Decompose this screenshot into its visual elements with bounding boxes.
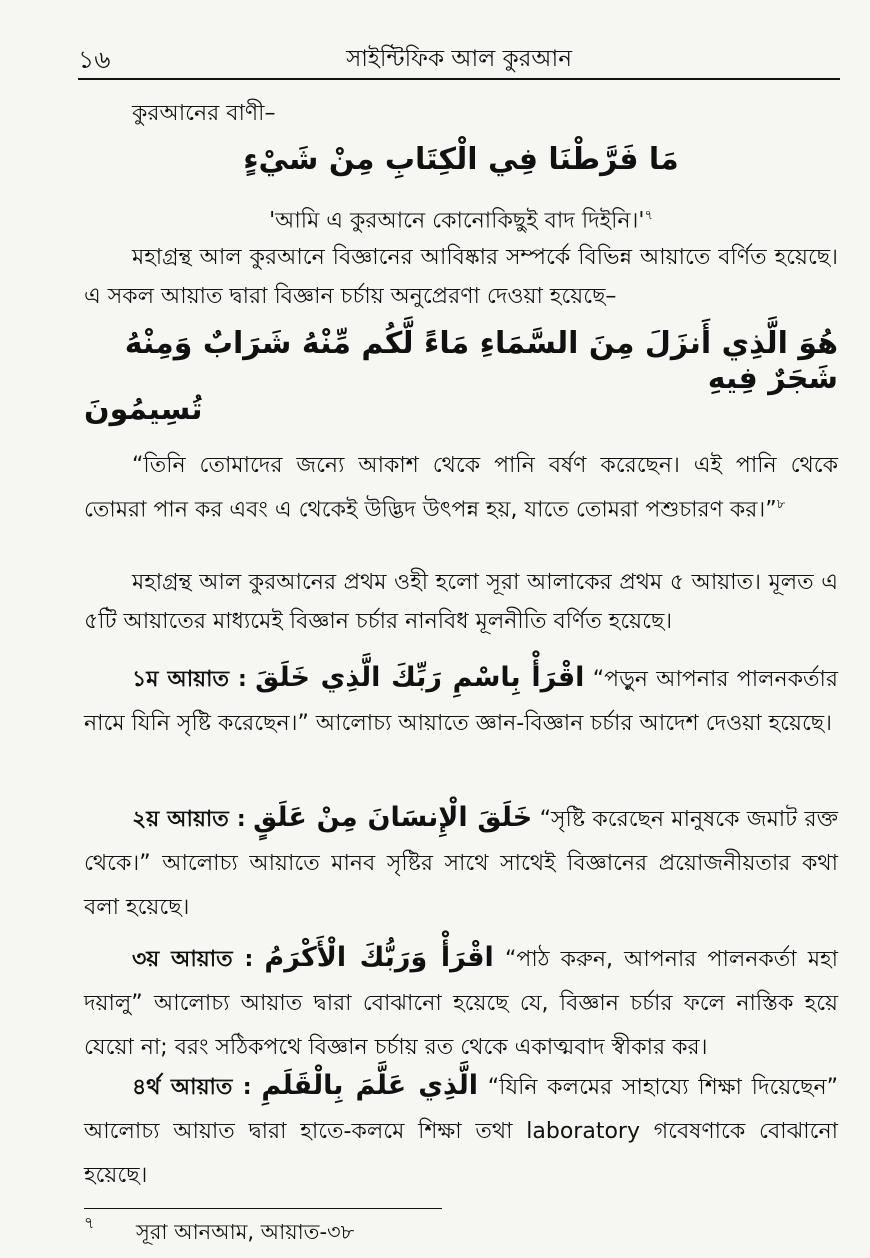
- footnote-ref-7: ৭: [644, 208, 653, 223]
- verse-1: [84, 656, 838, 746]
- arabic-verse-2-line-1: هُوَ الَّذِي أَنزَلَ مِنَ السَّمَاءِ مَاءً لَّكُم مِّنْهُ شَرَابٌ وَمِنْهُ شَجَرٌ فِيهِ: [124, 326, 838, 396]
- verse-1-text: “পড়ুন আপনার পালনকর্তার নামে যিনি সৃষ্টি করেছেন।” আলোচ্য আয়াতে জ্ঞান-বিজ্ঞান চর্চার আদেশ দেওয়া হয়েছে।: [84, 667, 838, 736]
- verse-4-text: “যিনি কলমের সাহায্যে শিক্ষা দিয়েছেন” আলোচ্য আয়াত দ্বারা হাতে-কলমে শিক্ষা তথা laboratory গবেষণাকে বোঝানো হয়েছে।: [84, 1075, 838, 1188]
- footnote-divider: [84, 1208, 442, 1209]
- verse-3-arabic: اقْرَأْ وَرَبُّكَ الْأَكْرَمُ: [264, 942, 494, 973]
- page-number: ১৬: [78, 45, 111, 74]
- verse-3-label: ৩য় আয়াত :: [132, 947, 254, 972]
- verse-3-text: “পাঠ করুন, আপনার পালনকর্তা মহা দয়ালু” আলোচ্য আয়াত দ্বারা বোঝানো হয়েছে যে, বিজ্ঞান চর্চার ফলে নাস্তিক হয়ে যেয়ো না; বরং সঠিকপথে বিজ্ঞান চর্চায় রত থেকে একাত্মবাদ স্বীকার কর।: [84, 947, 838, 1060]
- running-title: সাইন্টিফিক আল কুরআন: [346, 46, 572, 72]
- verse-4: [84, 1064, 838, 1198]
- verse-2-text: “সৃষ্টি করেছেন মানুষকে জমাট রক্ত থেকে।” আলোচ্য আয়াতে মানব সৃষ্টির সাথে সাথেই বিজ্ঞানের প্রয়োজনীয়তার কথা বলা হয়েছে।: [84, 807, 839, 920]
- translation-1: 'আমি এ কুরআনে কোনোকিছুই বাদ দিইনি।'$^৭$: [269, 208, 653, 234]
- intro-label: কুরআনের বাণী–: [132, 101, 276, 126]
- page-header: [78, 36, 840, 80]
- verse-2-arabic: خَلَقَ الْإِنسَانَ مِنْ عَلَقٍ: [253, 802, 533, 833]
- paragraph-2: মহাগ্রন্থ আল কুরআনের প্রথম ওহী হলো সূরা আলাকের প্রথম ৫ আয়াত। মূলত এ ৫টি আয়াতের মাধ্যমেই বিজ্ঞান চর্চার নানবিধ মূলনীতি বর্ণিত হয়েছে।: [84, 570, 838, 634]
- arabic-verse-1: مَا فَرَّطْنَا فِي الْكِتَابِ مِنْ شَيْءٍ: [243, 142, 679, 177]
- arabic-verse-2-line-2: تُسِيمُونَ: [84, 392, 203, 427]
- footnote-ref-8: ৮: [776, 497, 786, 512]
- verse-4-label: ৪র্থ আয়াত :: [132, 1075, 252, 1100]
- verse-4-arabic: الَّذِي عَلَّمَ بِالْقَلَمِ: [261, 1070, 479, 1101]
- translation-2: “তিনি তোমাদের জন্যে আকাশ থেকে পানি বর্ষণ করেছেন। এই পানি থেকে তোমরা পান কর এবং এ থেকেই উদ্ভিদ উৎপন্ন হয়, যাতে তোমরা পশুচারণ কর।”$^৮$: [84, 453, 838, 523]
- paragraph-1: মহাগ্রন্থ আল কুরআনে বিজ্ঞানের আবিষ্কার সম্পর্কে বিভিন্ন আয়াতে বর্ণিত হয়েছে। এ সকল আয়াত দ্বারা বিজ্ঞান চর্চায় অনুপ্রেরণা দেওয়া হয়েছে–: [84, 245, 838, 309]
- footnote-number: ৭: [84, 1213, 95, 1232]
- verse-2-label: ২য় আয়াত :: [132, 807, 246, 832]
- verse-3: [84, 936, 838, 1070]
- verse-1-arabic: اقْرَأْ بِاسْمِ رَبِّكَ الَّذِي خَلَقَ: [255, 662, 585, 693]
- verse-1-label: ১ম আয়াত :: [132, 667, 247, 692]
- verse-2: [84, 796, 838, 930]
- footnote-text: সূরা আনআম, আয়াত-৩৮: [136, 1220, 355, 1244]
